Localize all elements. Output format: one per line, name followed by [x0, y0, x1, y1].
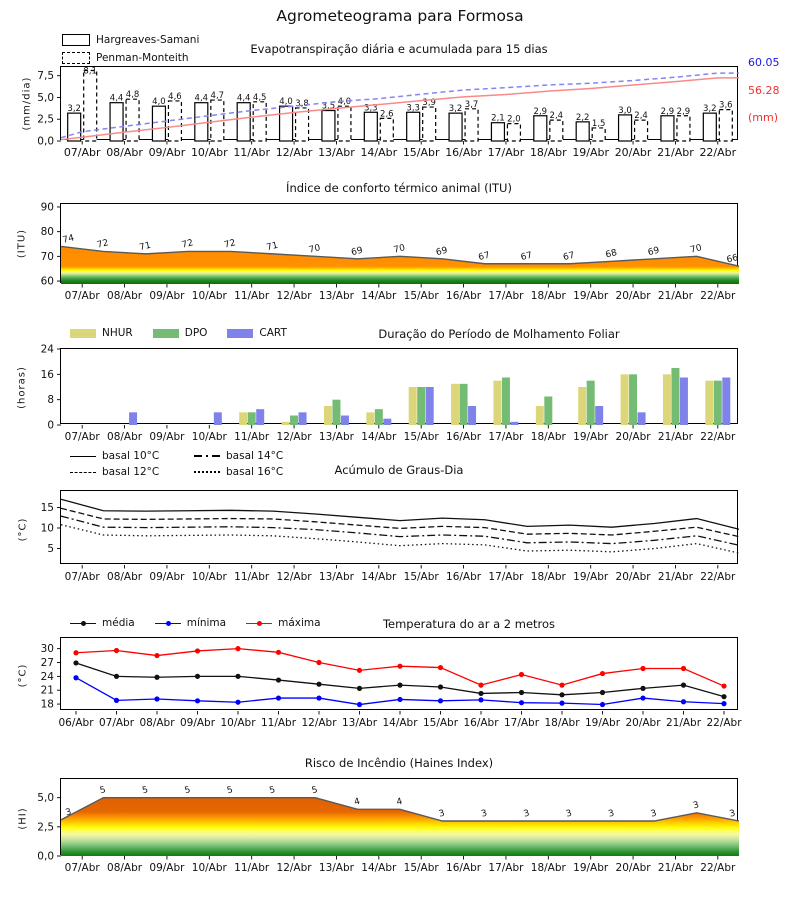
point-label: 3 — [522, 808, 531, 820]
y-tick-label: 5,0 — [37, 792, 54, 805]
y-tick-label: 10 — [40, 522, 54, 535]
point-label: 5 — [183, 785, 192, 797]
x-tick-label: 11/Abr — [234, 290, 270, 302]
x-tick-label: 10/Abr — [191, 862, 227, 874]
x-tick-label: 20/Abr — [625, 717, 661, 729]
x-tick-label: 16/Abr — [446, 431, 482, 443]
x-tick-label: 07/Abr — [64, 571, 100, 583]
point-label: 5 — [226, 785, 235, 797]
point-label: 71 — [265, 240, 280, 254]
x-tick-label: 16/Abr — [446, 571, 482, 583]
et-title: Evapotranspiração diária e acumulada para 15 dias — [250, 42, 548, 56]
x-tick-label: 13/Abr — [318, 290, 354, 302]
y-tick-label: 8 — [47, 394, 54, 407]
x-tick-label: 15/Abr — [402, 146, 440, 159]
x-tick-label: 09/Abr — [179, 717, 216, 729]
y-tick-label: 27 — [40, 656, 54, 669]
y-tick-label: 18 — [40, 698, 54, 711]
x-tick-label: 11/Abr — [234, 571, 270, 583]
bar-value-label: 4,5 — [252, 92, 267, 103]
y-tick-label: 70 — [40, 250, 54, 263]
point-label: 67 — [519, 250, 534, 264]
x-tick-label: 19/Abr — [573, 431, 609, 443]
x-tick-label: 18/Abr — [530, 571, 566, 583]
point-label: 3 — [437, 808, 446, 820]
bar-value-label: 3,7 — [464, 99, 479, 110]
x-tick-label: 19/Abr — [572, 146, 610, 159]
itu-plot — [40, 201, 740, 302]
x-tick-label: 19/Abr — [573, 571, 609, 583]
gd-title: Acúmulo de Graus-Dia — [334, 463, 464, 477]
bar-value-label: 2,6 — [380, 109, 394, 120]
x-tick-label: 16/Abr — [463, 717, 499, 729]
x-tick-label: 20/Abr — [614, 146, 652, 159]
x-tick-label: 18/Abr — [529, 146, 567, 159]
bar-value-label: 4,7 — [210, 91, 225, 102]
point-label: 69 — [350, 245, 364, 259]
bar-value-label: 4,0 — [337, 97, 352, 108]
bar-value-label: 3,2 — [448, 104, 463, 115]
point-label: 5 — [141, 785, 150, 797]
x-tick-label: 15/Abr — [403, 571, 439, 583]
point-label: 70 — [308, 243, 322, 256]
y-tick-label: 15 — [40, 501, 54, 514]
x-tick-label: 13/Abr — [318, 146, 355, 159]
hargreaves-label: Hargreaves-Samani — [96, 34, 200, 46]
x-tick-label: 07/Abr — [64, 862, 100, 874]
x-tick-label: 18/Abr — [530, 431, 566, 443]
x-tick-label: 16/Abr — [446, 290, 482, 302]
x-tick-label: 10/Abr — [190, 146, 228, 159]
x-tick-label: 14/Abr — [361, 431, 397, 443]
y-tick-label: 7,5 — [37, 70, 54, 83]
x-tick-label: 17/Abr — [488, 571, 524, 583]
x-tick-label: 22/Abr — [700, 290, 736, 302]
x-tick-label: 20/Abr — [615, 431, 651, 443]
x-tick-label: 15/Abr — [403, 862, 439, 874]
point-label: 69 — [435, 245, 449, 259]
bar-value-label: 4,4 — [109, 93, 124, 104]
y-tick-label: 0,0 — [37, 850, 54, 863]
y-tick-label: 80 — [40, 226, 54, 239]
x-tick-label: 19/Abr — [573, 862, 609, 874]
point-label: 3 — [480, 808, 489, 820]
x-tick-label: 20/Abr — [615, 290, 651, 302]
x-tick-label: 12/Abr — [276, 862, 312, 874]
point-label: 72 — [180, 238, 195, 251]
bar-value-label: 3,2 — [703, 104, 717, 115]
bar-value-label: 1,5 — [591, 118, 606, 129]
bar-value-label: 4,6 — [168, 91, 182, 102]
bar-value-label: 8,1 — [83, 66, 97, 77]
maxima-label: máxima — [278, 617, 321, 629]
y-tick-label: 24 — [40, 670, 54, 683]
y-tick-label: 2,5 — [37, 113, 54, 126]
et-ylabel: (mm/dia) — [21, 76, 33, 131]
itu-chart-svg — [40, 201, 740, 302]
haines-chart-svg — [37, 779, 739, 874]
bar-value-label: 3,5 — [321, 101, 336, 112]
bar-value-label: 2,9 — [660, 106, 675, 117]
gd-ylabel: (°C) — [17, 517, 29, 542]
x-tick-label: 12/Abr — [276, 290, 312, 302]
x-tick-label: 17/Abr — [488, 862, 524, 874]
point-label: 69 — [647, 245, 661, 259]
x-tick-label: 12/Abr — [275, 146, 313, 159]
dpmf-title: Duração do Período de Molhamento Foliar — [378, 327, 620, 341]
penman-label: Penman-Monteith — [96, 52, 189, 64]
point-label: 72 — [96, 238, 110, 251]
x-tick-label: 07/Abr — [98, 717, 135, 729]
x-tick-label: 08/Abr — [107, 431, 143, 443]
point-label: 67 — [477, 250, 492, 264]
itu-ylabel: (ITU) — [16, 228, 28, 259]
nhur-swatch — [70, 329, 96, 338]
acc-penman-total: 60.05 — [748, 56, 780, 69]
x-tick-label: 18/Abr — [530, 862, 566, 874]
y-tick-label: 30 — [40, 643, 54, 656]
bar-value-label: 2,4 — [634, 111, 648, 122]
bar-value-label: 3,0 — [618, 105, 632, 116]
x-tick-label: 06/Abr — [58, 717, 94, 729]
y-tick-label: 60 — [40, 275, 54, 288]
basal14-swatch — [194, 455, 220, 457]
point-label: 3 — [692, 800, 701, 812]
bar-value-label: 3,3 — [364, 103, 378, 114]
point-label: 70 — [689, 243, 703, 256]
y-tick-label: 24 — [40, 343, 54, 356]
x-tick-label: 21/Abr — [657, 146, 694, 159]
bar-value-label: 2,2 — [575, 112, 590, 123]
haines-plot — [37, 778, 738, 874]
x-tick-label: 16/Abr — [446, 862, 482, 874]
bar-value-label: 2,9 — [533, 106, 548, 117]
dpmf-chart-svg — [40, 343, 739, 443]
x-tick-label: 13/Abr — [341, 717, 378, 729]
x-tick-label: 11/Abr — [234, 862, 270, 874]
point-label: 71 — [138, 240, 153, 254]
bar-value-label: 4,4 — [236, 93, 251, 104]
x-tick-label: 09/Abr — [149, 290, 185, 302]
y-tick-label: 0 — [47, 419, 54, 432]
x-tick-label: 17/Abr — [488, 431, 524, 443]
y-tick-label: 90 — [40, 201, 54, 214]
x-tick-label: 08/Abr — [107, 571, 143, 583]
y-tick-label: 0,0 — [37, 135, 54, 148]
x-tick-label: 14/Abr — [361, 290, 397, 302]
x-tick-label: 22/Abr — [706, 717, 742, 729]
x-tick-label: 17/Abr — [487, 146, 525, 159]
bar-value-label: 3,6 — [719, 100, 733, 111]
point-label: 5 — [310, 785, 319, 797]
x-tick-label: 20/Abr — [615, 571, 651, 583]
x-tick-label: 08/Abr — [139, 717, 175, 729]
x-tick-label: 14/Abr — [361, 571, 397, 583]
basal10-label: basal 10°C — [102, 450, 160, 462]
bar-value-label: 4,4 — [194, 93, 209, 104]
x-tick-label: 08/Abr — [106, 146, 143, 159]
x-tick-label: 13/Abr — [318, 431, 354, 443]
itu-title: Índice de conforto térmico animal (ITU) — [286, 181, 512, 195]
bar-value-label: 3,9 — [422, 98, 436, 109]
bar-value-label: 4,8 — [125, 90, 140, 101]
bar-value-label: 3,8 — [295, 98, 309, 109]
point-label: 3 — [565, 808, 574, 820]
temp-title: Temperatura do ar a 2 metros — [382, 617, 556, 631]
temp-plot — [40, 637, 742, 729]
dpmf-plot — [40, 343, 738, 443]
x-tick-label: 11/Abr — [260, 717, 297, 729]
x-tick-label: 14/Abr — [361, 862, 397, 874]
dpmf-ylabel: (horas) — [16, 366, 28, 409]
point-label: 3 — [649, 808, 658, 820]
x-tick-label: 11/Abr — [233, 146, 271, 159]
x-tick-label: 14/Abr — [382, 717, 418, 729]
x-tick-label: 09/Abr — [149, 571, 185, 583]
point-label: 3 — [728, 808, 737, 820]
x-tick-label: 13/Abr — [318, 571, 354, 583]
x-tick-label: 08/Abr — [107, 862, 143, 874]
x-tick-label: 10/Abr — [191, 290, 227, 302]
bar-value-label: 4,0 — [152, 97, 166, 108]
x-tick-label: 21/Abr — [657, 571, 693, 583]
x-tick-label: 07/Abr — [64, 431, 100, 443]
haines-ylabel: (HI) — [17, 807, 29, 830]
point-label: 5 — [98, 785, 107, 797]
y-tick-label: 5 — [47, 543, 54, 556]
gd-legend-row1 — [70, 450, 297, 462]
x-tick-label: 18/Abr — [544, 717, 580, 729]
et-chart-svg — [37, 66, 739, 159]
basal12-label: basal 12°C — [102, 466, 160, 478]
x-tick-label: 12/Abr — [301, 717, 337, 729]
x-tick-label: 20/Abr — [615, 862, 651, 874]
x-tick-label: 14/Abr — [360, 146, 398, 159]
y-tick-label: 2,5 — [37, 821, 54, 834]
bar-value-label: 3,2 — [67, 104, 81, 115]
point-label: 5 — [268, 785, 277, 797]
x-tick-label: 11/Abr — [234, 431, 270, 443]
x-tick-label: 22/Abr — [700, 862, 736, 874]
dpo-label: DPO — [184, 327, 208, 339]
haines-title: Risco de Incêndio (Haines Index) — [304, 756, 494, 770]
x-tick-label: 17/Abr — [488, 290, 524, 302]
page-title: Agrometeograma para Formosa — [276, 7, 524, 25]
point-label: 72 — [223, 238, 237, 251]
et-plot — [37, 66, 738, 159]
x-tick-label: 21/Abr — [657, 862, 693, 874]
point-label: 67 — [562, 250, 576, 264]
point-label: 70 — [392, 243, 407, 256]
cart-label: CART — [259, 327, 287, 339]
gd-chart-svg — [40, 491, 739, 583]
y-tick-label: 5,0 — [37, 91, 54, 104]
x-tick-label: 16/Abr — [445, 146, 482, 159]
point-label: 4 — [353, 796, 362, 808]
x-tick-label: 19/Abr — [584, 717, 621, 729]
temp-chart-svg — [40, 638, 742, 729]
gd-plot — [40, 490, 738, 583]
bar-value-label: 2,0 — [507, 114, 521, 125]
nhur-label: NHUR — [102, 327, 133, 339]
x-tick-label: 08/Abr — [107, 290, 143, 302]
x-tick-label: 10/Abr — [191, 431, 227, 443]
x-tick-label: 10/Abr — [191, 571, 227, 583]
media-swatch — [70, 623, 96, 624]
x-tick-label: 13/Abr — [318, 862, 354, 874]
x-tick-label: 21/Abr — [657, 431, 693, 443]
x-tick-label: 09/Abr — [149, 431, 185, 443]
x-tick-label: 19/Abr — [573, 290, 609, 302]
basal14-label: basal 14°C — [226, 450, 284, 462]
bar-value-label: 2,9 — [676, 106, 691, 117]
x-tick-label: 22/Abr — [700, 571, 736, 583]
acc-unit-label: (mm) — [748, 111, 779, 124]
bar-value-label: 3,3 — [406, 103, 420, 114]
basal16-label: basal 16°C — [226, 466, 284, 478]
x-tick-label: 09/Abr — [148, 146, 186, 159]
point-label: 68 — [604, 248, 619, 261]
x-tick-label: 12/Abr — [276, 431, 312, 443]
bar-value-label: 2,4 — [549, 111, 564, 122]
x-tick-label: 22/Abr — [699, 146, 737, 159]
x-tick-label: 18/Abr — [530, 290, 566, 302]
point-label: 66 — [725, 253, 740, 266]
point-label: 3 — [607, 808, 616, 820]
acc-hargreaves-total: 56.28 — [748, 84, 780, 97]
x-tick-label: 07/Abr — [63, 146, 101, 159]
x-tick-label: 07/Abr — [64, 290, 100, 302]
point-label: 4 — [395, 796, 404, 808]
minima-label: mínima — [186, 617, 227, 629]
point-label: 74 — [61, 233, 76, 246]
bar-value-label: 2,1 — [491, 113, 505, 124]
bar-value-label: 4,0 — [279, 97, 293, 108]
x-tick-label: 17/Abr — [503, 717, 540, 729]
basal10-swatch — [70, 456, 96, 457]
x-tick-label: 21/Abr — [657, 290, 693, 302]
x-tick-label: 12/Abr — [276, 571, 312, 583]
x-tick-label: 10/Abr — [220, 717, 256, 729]
x-tick-label: 21/Abr — [665, 717, 702, 729]
x-tick-label: 15/Abr — [403, 431, 439, 443]
temp-ylabel: (°C) — [17, 663, 29, 688]
y-tick-label: 16 — [40, 368, 54, 381]
x-tick-label: 15/Abr — [422, 717, 459, 729]
point-label: 3 — [64, 807, 73, 819]
x-tick-label: 22/Abr — [700, 431, 736, 443]
y-tick-label: 21 — [40, 684, 54, 697]
x-tick-label: 15/Abr — [403, 290, 439, 302]
x-tick-label: 09/Abr — [149, 862, 185, 874]
media-label: média — [102, 617, 135, 629]
